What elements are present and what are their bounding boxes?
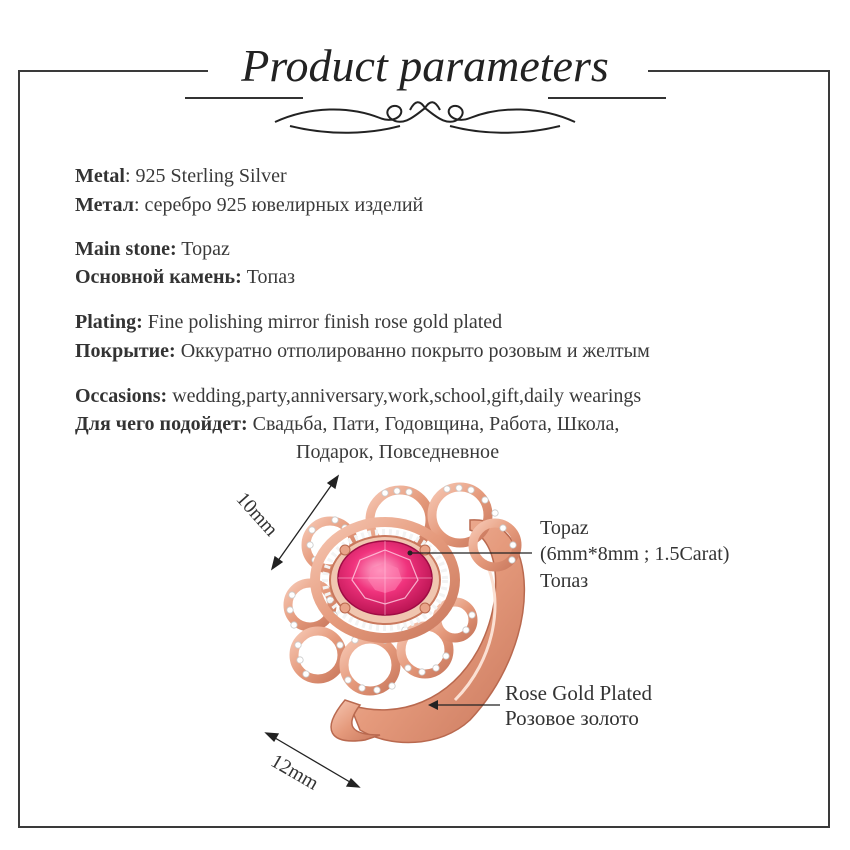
dimension-label-bottom: 12mm	[267, 750, 323, 795]
topaz-label-ru: Топаз	[540, 570, 589, 592]
spec-value: Topaz	[176, 238, 230, 260]
dimension-label-top: 10mm	[231, 488, 283, 541]
spec-value: : 925 Sterling Silver	[124, 165, 287, 187]
spec-key: Main stone:	[75, 238, 177, 260]
spec-key: Для чего подойдет:	[75, 413, 248, 435]
plating-label-ru: Розовое золото	[505, 706, 639, 730]
page-title: Product parameters	[241, 40, 609, 91]
topaz-label-en: Topaz	[540, 517, 589, 539]
spec-value: Свадьба, Пати, Годовщина, Работа, Школа,	[247, 413, 620, 435]
spec-key: Метал	[75, 194, 134, 216]
spec-value: : серебро 925 ювелирных изделий	[133, 194, 424, 216]
spec-key: Основной камень:	[75, 266, 242, 288]
spec-value: Fine polishing mirror finish rose gold plated	[142, 311, 503, 333]
topaz-gem	[338, 541, 432, 615]
spec-value: Топаз	[241, 266, 295, 288]
spec-key: Покрытие:	[75, 340, 176, 362]
spec-key: Metal	[75, 165, 125, 187]
topaz-size-label: (6mm*8mm ; 1.5Carat)	[540, 543, 730, 565]
plating-label-en: Rose Gold Plated	[505, 681, 652, 705]
spec-value: Подарок, Повседневное	[296, 441, 500, 463]
spec-value: Оккуратно отполированно покрыто розовым и желтым	[175, 340, 650, 362]
spec-key: Plating:	[75, 311, 143, 333]
spec-value: wedding,party,anniversary,work,school,gift,daily wearings	[167, 385, 642, 407]
spec-key: Occasions:	[75, 385, 168, 407]
